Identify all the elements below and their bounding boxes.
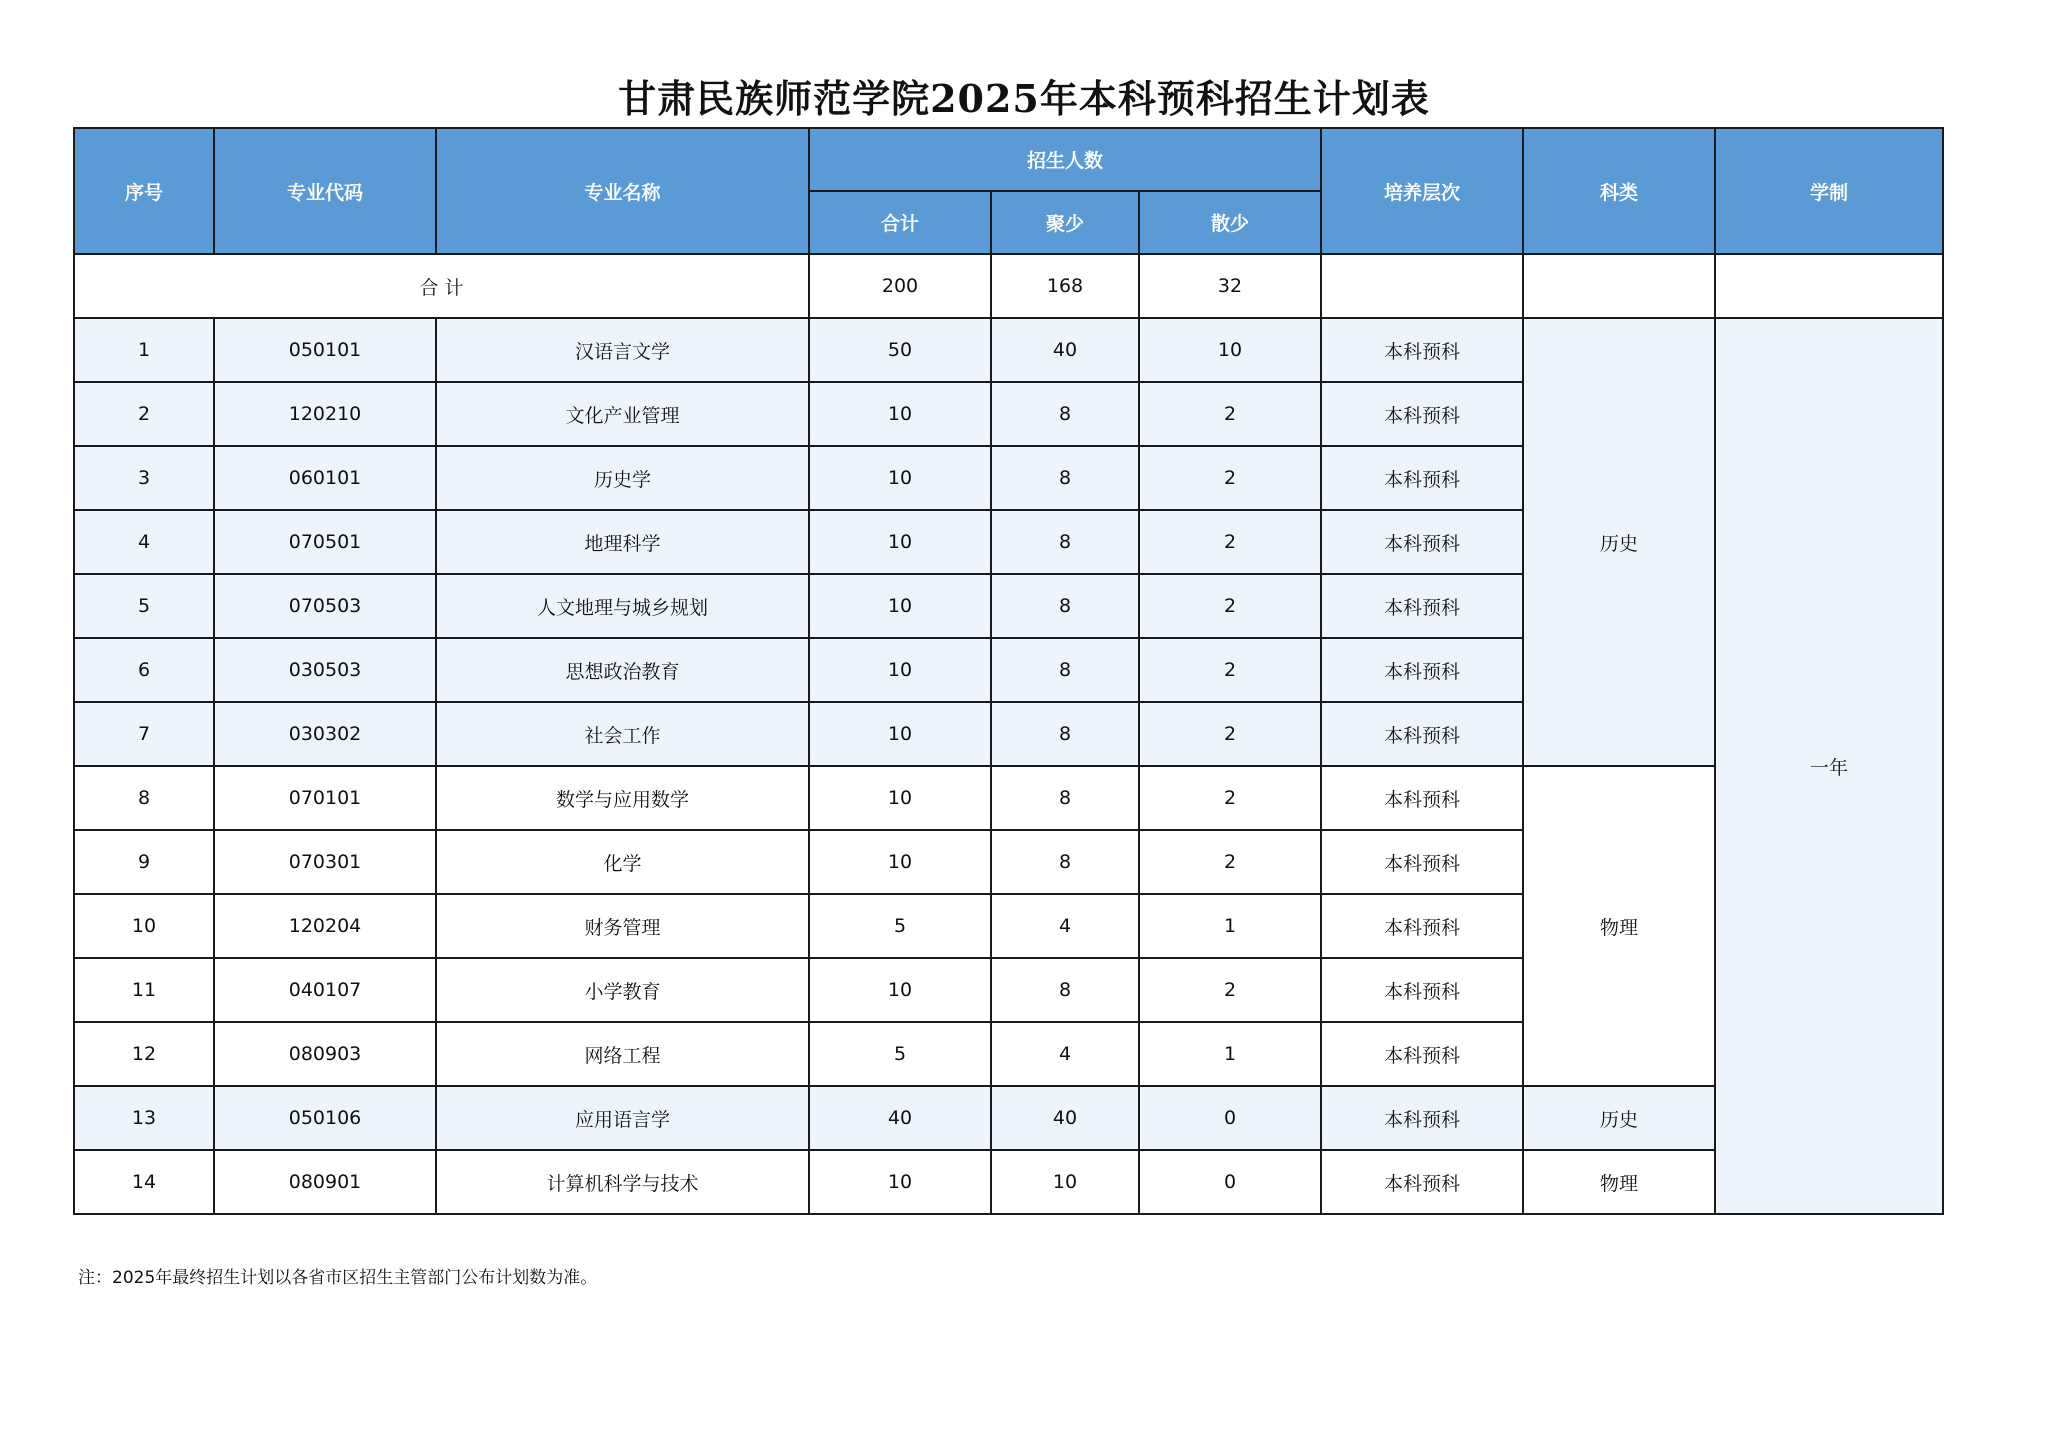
cell-category: 物理 xyxy=(1523,1150,1715,1214)
cell-code: 120210 xyxy=(214,382,436,446)
cell-seq: 10 xyxy=(74,894,214,958)
cell-level: 本科预科 xyxy=(1321,574,1523,638)
cell-total: 5 xyxy=(809,1022,991,1086)
cell-name: 小学教育 xyxy=(436,958,809,1022)
summary-level-empty xyxy=(1321,254,1523,318)
cell-seq: 8 xyxy=(74,766,214,830)
cell-scattered: 1 xyxy=(1139,894,1321,958)
cell-code: 050101 xyxy=(214,318,436,382)
cell-seq: 5 xyxy=(74,574,214,638)
header-duration: 学制 xyxy=(1715,128,1943,254)
cell-level: 本科预科 xyxy=(1321,510,1523,574)
summary-row xyxy=(74,254,1943,318)
cell-level: 本科预科 xyxy=(1321,894,1523,958)
cell-concentrated: 8 xyxy=(991,574,1139,638)
cell-scattered: 0 xyxy=(1139,1086,1321,1150)
enrollment-plan-table xyxy=(73,127,1944,1215)
cell-level: 本科预科 xyxy=(1321,766,1523,830)
table-row xyxy=(74,318,1943,382)
cell-code: 030302 xyxy=(214,702,436,766)
cell-seq: 13 xyxy=(74,1086,214,1150)
cell-name: 社会工作 xyxy=(436,702,809,766)
cell-scattered: 2 xyxy=(1139,382,1321,446)
table-row xyxy=(74,1086,1943,1150)
header-scattered: 散少 xyxy=(1139,191,1321,254)
header-level: 培养层次 xyxy=(1321,128,1523,254)
cell-scattered: 2 xyxy=(1139,766,1321,830)
cell-total: 10 xyxy=(809,446,991,510)
cell-name: 人文地理与城乡规划 xyxy=(436,574,809,638)
cell-concentrated: 8 xyxy=(991,702,1139,766)
cell-name: 计算机科学与技术 xyxy=(436,1150,809,1214)
cell-category: 物理 xyxy=(1523,766,1715,1086)
cell-concentrated: 8 xyxy=(991,382,1139,446)
summary-total: 200 xyxy=(809,254,991,318)
cell-concentrated: 8 xyxy=(991,830,1139,894)
summary-concentrated: 168 xyxy=(991,254,1139,318)
cell-total: 10 xyxy=(809,1150,991,1214)
cell-scattered: 2 xyxy=(1139,446,1321,510)
cell-total: 10 xyxy=(809,510,991,574)
cell-level: 本科预科 xyxy=(1321,702,1523,766)
cell-concentrated: 8 xyxy=(991,958,1139,1022)
cell-seq: 6 xyxy=(74,638,214,702)
cell-level: 本科预科 xyxy=(1321,318,1523,382)
footnote: 注：2025年最终招生计划以各省市区招生主管部门公布计划数为准。 xyxy=(78,1268,598,1288)
cell-level: 本科预科 xyxy=(1321,1150,1523,1214)
summary-duration-empty xyxy=(1715,254,1943,318)
cell-total: 10 xyxy=(809,830,991,894)
cell-code: 070503 xyxy=(214,574,436,638)
cell-name: 思想政治教育 xyxy=(436,638,809,702)
cell-concentrated: 8 xyxy=(991,766,1139,830)
summary-scattered: 32 xyxy=(1139,254,1321,318)
cell-scattered: 2 xyxy=(1139,958,1321,1022)
cell-concentrated: 4 xyxy=(991,894,1139,958)
cell-scattered: 0 xyxy=(1139,1150,1321,1214)
table-row xyxy=(74,1150,1943,1214)
cell-code: 060101 xyxy=(214,446,436,510)
cell-name: 历史学 xyxy=(436,446,809,510)
cell-total: 10 xyxy=(809,766,991,830)
summary-label: 合 计 xyxy=(74,254,809,318)
cell-level: 本科预科 xyxy=(1321,382,1523,446)
cell-code: 070301 xyxy=(214,830,436,894)
summary-category-empty xyxy=(1523,254,1715,318)
cell-category: 历史 xyxy=(1523,318,1715,766)
table-body xyxy=(74,254,1943,1214)
cell-code: 030503 xyxy=(214,638,436,702)
header-enroll: 招生人数 xyxy=(809,128,1321,191)
cell-seq: 9 xyxy=(74,830,214,894)
cell-concentrated: 8 xyxy=(991,446,1139,510)
cell-duration: 一年 xyxy=(1715,318,1943,1214)
cell-name: 文化产业管理 xyxy=(436,382,809,446)
cell-seq: 11 xyxy=(74,958,214,1022)
cell-total: 10 xyxy=(809,574,991,638)
document-title: 甘肃民族师范学院2025年本科预科招生计划表 xyxy=(618,76,1430,121)
cell-name: 网络工程 xyxy=(436,1022,809,1086)
cell-concentrated: 4 xyxy=(991,1022,1139,1086)
cell-seq: 7 xyxy=(74,702,214,766)
cell-scattered: 2 xyxy=(1139,830,1321,894)
header-name: 专业名称 xyxy=(436,128,809,254)
cell-name: 汉语言文学 xyxy=(436,318,809,382)
table-row xyxy=(74,766,1943,830)
cell-level: 本科预科 xyxy=(1321,638,1523,702)
cell-code: 040107 xyxy=(214,958,436,1022)
cell-code: 080903 xyxy=(214,1022,436,1086)
cell-code: 070101 xyxy=(214,766,436,830)
cell-code: 120204 xyxy=(214,894,436,958)
cell-concentrated: 40 xyxy=(991,318,1139,382)
cell-level: 本科预科 xyxy=(1321,446,1523,510)
cell-seq: 2 xyxy=(74,382,214,446)
cell-level: 本科预科 xyxy=(1321,1086,1523,1150)
header-seq: 序号 xyxy=(74,128,214,254)
cell-name: 数学与应用数学 xyxy=(436,766,809,830)
cell-concentrated: 10 xyxy=(991,1150,1139,1214)
cell-seq: 14 xyxy=(74,1150,214,1214)
table-header xyxy=(74,128,1943,254)
cell-scattered: 2 xyxy=(1139,702,1321,766)
cell-code: 050106 xyxy=(214,1086,436,1150)
cell-concentrated: 8 xyxy=(991,638,1139,702)
cell-level: 本科预科 xyxy=(1321,958,1523,1022)
cell-level: 本科预科 xyxy=(1321,1022,1523,1086)
header-code: 专业代码 xyxy=(214,128,436,254)
cell-seq: 4 xyxy=(74,510,214,574)
cell-scattered: 2 xyxy=(1139,638,1321,702)
cell-scattered: 2 xyxy=(1139,574,1321,638)
cell-category: 历史 xyxy=(1523,1086,1715,1150)
cell-total: 10 xyxy=(809,382,991,446)
cell-level: 本科预科 xyxy=(1321,830,1523,894)
cell-seq: 12 xyxy=(74,1022,214,1086)
cell-name: 化学 xyxy=(436,830,809,894)
cell-concentrated: 8 xyxy=(991,510,1139,574)
cell-name: 地理科学 xyxy=(436,510,809,574)
cell-scattered: 1 xyxy=(1139,1022,1321,1086)
cell-concentrated: 40 xyxy=(991,1086,1139,1150)
cell-total: 40 xyxy=(809,1086,991,1150)
cell-scattered: 2 xyxy=(1139,510,1321,574)
cell-total: 10 xyxy=(809,638,991,702)
cell-seq: 3 xyxy=(74,446,214,510)
cell-total: 10 xyxy=(809,958,991,1022)
cell-seq: 1 xyxy=(74,318,214,382)
cell-total: 10 xyxy=(809,702,991,766)
cell-name: 财务管理 xyxy=(436,894,809,958)
header-category: 科类 xyxy=(1523,128,1715,254)
cell-total: 5 xyxy=(809,894,991,958)
cell-total: 50 xyxy=(809,318,991,382)
header-total: 合计 xyxy=(809,191,991,254)
cell-scattered: 10 xyxy=(1139,318,1321,382)
cell-code: 080901 xyxy=(214,1150,436,1214)
header-concentrated: 聚少 xyxy=(991,191,1139,254)
cell-name: 应用语言学 xyxy=(436,1086,809,1150)
cell-code: 070501 xyxy=(214,510,436,574)
